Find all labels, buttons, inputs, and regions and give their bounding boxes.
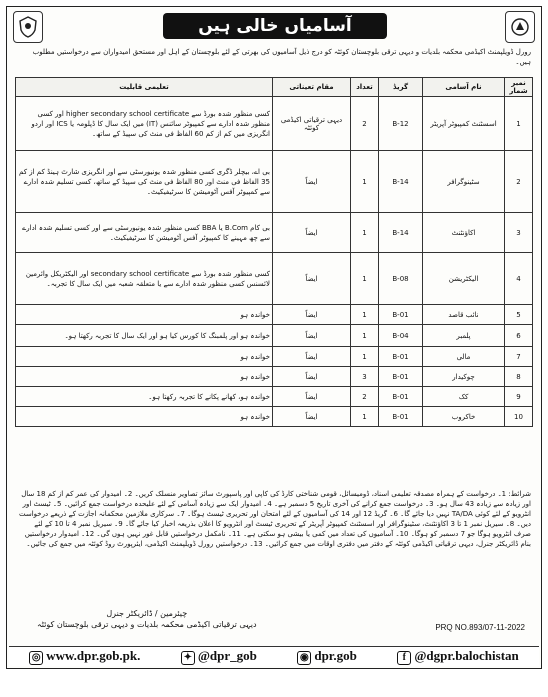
row-post: اسسٹنٹ کمپیوٹر آپریٹر [423,97,505,151]
instagram-icon: ◉ [297,651,311,665]
row-serial: 9 [505,387,533,407]
footer-facebook[interactable] [397,648,518,664]
row-qualification: بی کام B.Com یا BBA کسی منظور شدہ یونیورسٹی سے اور کسی تسلیم شدہ ادارے سے چھ مہینے کا کمپیوٹر آفس آٹومیشن کا سرٹیفیکیٹ۔ [16,213,273,253]
twitter-icon: ✦ [181,651,195,665]
advertisement-page [6,6,542,669]
row-serial: 2 [505,151,533,213]
crest-icon [18,16,38,38]
table-row [16,325,533,347]
row-serial: 5 [505,305,533,325]
header-count: تعداد [351,78,379,97]
row-post: الیکٹریشن [423,253,505,305]
row-grade: B-04 [379,325,423,347]
footer-social-bar [9,646,539,666]
row-post: چوکیدار [423,367,505,387]
row-count: 1 [351,305,379,325]
facebook-label: @dgpr.balochistan [414,648,519,664]
row-grade: B-01 [379,305,423,325]
row-qualification: خواندہ ہو، کھانے پکانے کا تجربہ رکھتا ہو۔ [16,387,273,407]
row-place: ایضاً [273,347,351,367]
row-count: 1 [351,213,379,253]
row-qualification: خواندہ ہو [16,367,273,387]
row-post: کک [423,387,505,407]
row-qualification: خواندہ ہو [16,407,273,427]
row-serial: 8 [505,367,533,387]
row-post: خاکروب [423,407,505,427]
header-grade: گریڈ [379,78,423,97]
vacancy-table [15,77,533,427]
row-place: ایضاً [273,305,351,325]
government-emblem-left [13,11,43,43]
row-place: ایضاً [273,387,351,407]
row-count: 2 [351,387,379,407]
row-count: 2 [351,97,379,151]
table-header-row [16,78,533,97]
row-place: دیہی ترقیاتی اکیڈمی کوئٹہ [273,97,351,151]
row-count: 1 [351,325,379,347]
row-count: 1 [351,253,379,305]
row-grade: B-01 [379,347,423,367]
row-post: نائب قاصد [423,305,505,325]
row-count: 1 [351,347,379,367]
row-qualification: خواندہ ہو اور پلمبنگ کا کورس کیا ہو اور ایک سال کا تجربہ رکھتا ہو۔ [16,325,273,347]
row-count: 1 [351,407,379,427]
table-row [16,347,533,367]
row-serial: 1 [505,97,533,151]
signatory-office: دیہی ترقیاتی اکیڈمی محکمہ بلدیات و دیہی ترقی بلوچستان کوئٹہ [37,620,257,629]
row-grade: B-08 [379,253,423,305]
row-qualification: بی اے، بیچلر ڈگری کسی منظور شدہ یونیورسٹی سے اور انگریزی شارٹ ہینڈ کم از کم 35 الفاظ فی منٹ اور 80 الفاظ فی منٹ کی سپیڈ کے ساتھ، کسی تسلیم شدہ ادارے سے کمپیوٹر آفس آٹومیشن کا سرٹیفیکیٹ۔ [16,151,273,213]
row-post: سٹینوگرافر [423,151,505,213]
row-place: ایضاً [273,325,351,347]
row-post: پلمبر [423,325,505,347]
website-label: www.dpr.gob.pk. [46,648,141,664]
header-post: نام آسامی [423,78,505,97]
row-count: 3 [351,367,379,387]
twitter-label: @dpr_gob [197,648,257,664]
row-grade: B-01 [379,367,423,387]
row-place: ایضاً [273,213,351,253]
footer-website[interactable] [29,648,140,664]
facebook-icon: f [397,651,411,665]
table-row [16,407,533,427]
row-count: 1 [351,151,379,213]
table-row [16,387,533,407]
row-grade: B-14 [379,213,423,253]
row-grade: B-01 [379,387,423,407]
row-serial: 10 [505,407,533,427]
row-place: ایضاً [273,253,351,305]
row-grade: B-12 [379,97,423,151]
signatory-title: چیئرمین / ڈائریکٹر جنرل [106,609,188,618]
logo-icon [510,16,530,38]
row-qualification: کسی منظور شدہ بورڈ سے higher secondary school certificate اور کسی منظور شدہ ادارے سے کمپیوٹر سائنس (IT) میں ایک سال کا ڈپلومہ یا ICS اور اردو انگریزی میں کم از کم 60 الفاظ فی منٹ کی سپیڈ کے ساتھ۔ [16,97,273,151]
row-qualification: کسی منظور شدہ بورڈ سے secondary school certificate اور الیکٹریکل وائرمین لائسنس کسی منظور شدہ ادارے سے یا متعلقہ شعبہ میں ایک سال کا تجربہ۔ [16,253,273,305]
signature-block [37,608,257,630]
globe-icon: ◎ [29,651,43,665]
row-serial: 4 [505,253,533,305]
page-title: آسامیاں خالی ہیں [163,13,387,39]
row-place: ایضاً [273,151,351,213]
table-row [16,213,533,253]
row-post: مالی [423,347,505,367]
table-row [16,253,533,305]
row-grade: B-01 [379,407,423,427]
prq-number: PRQ NO.893/07-11-2022 [435,623,525,632]
department-logo-right [505,11,535,43]
header-place: مقام تعیناتی [273,78,351,97]
table-row [16,97,533,151]
header-serial: نمبر شمار [505,78,533,97]
terms-and-conditions: شرائط: 1۔ درخواست کے ہمراہ مصدقہ تعلیمی اسناد، ڈومیسائل، قومی شناختی کارڈ کی کاپی اور پاسپورٹ سائز تصاویر منسلک کریں۔ 2۔ امیدوار کی عمر کم از کم 18 سال اور زیادہ سے زیادہ 43 سال ہو۔ 3۔ درخواست جمع کرانے کی آخری تاریخ 5 دسمبر ہے۔ 4۔ امیدوار ایک سے زیادہ آسامی کے لئے علیحدہ درخواست جمع کرائیں۔ 5۔ ٹیسٹ اور انٹرویو کے لئے کوئی TA/DA نہیں دیا جائے گا۔ 6۔ گریڈ 12 اور 14 کی آسامیوں کے لئے امتحان اور تحریری ٹیسٹ ہوگا۔ 7۔ سرکاری ملازمین محکمانہ اجازت کے ذریعے درخواست دیں۔ 8۔ سیریل نمبر 1 تا 3 اکاؤنٹنٹ، سٹینوگرافر اور اسسٹنٹ کمپیوٹر آپریٹر کے تحریری ٹیسٹ اور انٹرویو کا اعلان بذریعہ اخبار کیا جائے گا۔ 9۔ سیریل نمبر 4 تا 10 کے لئے صرف انٹرویو ہوگا جو 7 دسمبر کو ہوگا۔ 10۔ آسامیوں کی تعداد میں کمی یا بیشی ہو سکتی ہے۔ 11۔ نامکمل درخواستیں قابل غور نہیں ہوں گی۔ 12۔ امیدوار درخواستیں بنام ڈائریکٹر جنرل، دیہی ترقیاتی اکیڈمی کوئٹہ کے دفتر میں دفتری اوقات میں جمع کرائیں۔ 13۔ درخواستیں رورل ڈویلپمنٹ اکیڈمی، ایئرپورٹ روڈ کوئٹہ میں جمع کی جائیں۔ [19,490,531,548]
table-row [16,305,533,325]
row-place: ایضاً [273,367,351,387]
row-qualification: خواندہ ہو [16,347,273,367]
row-place: ایضاً [273,407,351,427]
intro-text: رورل ڈویلپمنٹ اکیڈمی محکمہ بلدیات و دیہی ترقی بلوچستان کوئٹہ کو درج ذیل آسامیوں کی بھرتی کے لئے بلوچستان کے اہل اور مستحق امیدواران سے درخواستیں مطلوب ہیں۔ [32,48,531,66]
footer-twitter[interactable] [181,648,257,664]
header-qualification: تعلیمی قابلیت [16,78,273,97]
footer-instagram[interactable] [297,648,357,664]
row-serial: 3 [505,213,533,253]
table-row [16,151,533,213]
instagram-label: dpr.gob [314,648,357,664]
row-serial: 7 [505,347,533,367]
table-row [16,367,533,387]
row-grade: B-14 [379,151,423,213]
row-serial: 6 [505,325,533,347]
row-qualification: خواندہ ہو [16,305,273,325]
row-post: اکاؤنٹنٹ [423,213,505,253]
